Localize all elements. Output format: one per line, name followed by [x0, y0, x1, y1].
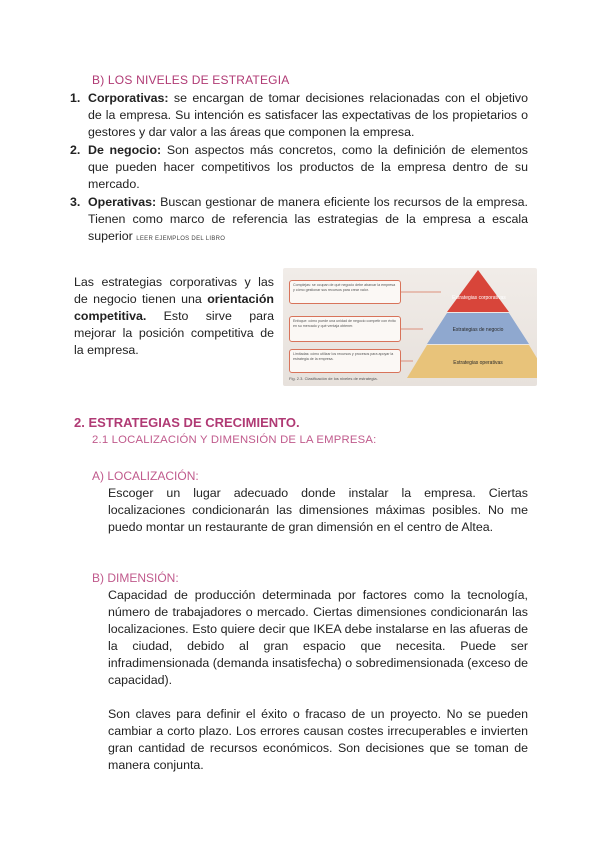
- pyramid-label: Estrategias corporativas: [452, 295, 506, 301]
- orientation-bold: orientación competitiva.: [74, 292, 274, 323]
- term-negocio: De negocio:: [88, 143, 162, 157]
- orientation-paragraph: [74, 274, 274, 359]
- item-text: se encargan de tomar decisiones relacionadas con el objetivo de la empresa. Su intención es satisfacer las expectativas de los propietarios o gestores y dar valor a las áreas que componen la empresa.: [88, 91, 528, 139]
- list-item: [70, 194, 528, 248]
- list-number: 2.: [70, 143, 81, 157]
- item-text: Son aspectos más concretos, como la definición de elementos que pueden hacer competitivos los productos de la empresa dentro de su mercado.: [88, 143, 528, 191]
- handwritten-note: LEER EJEMPLOS DEL LIBRO: [136, 236, 226, 242]
- pyramid-level-top: [447, 270, 509, 312]
- section-b-title: B) LOS NIVELES DE ESTRATEGIA: [92, 73, 290, 87]
- strategy-pyramid-photo: [283, 268, 537, 386]
- orientation-text-after: Esto sirve para mejorar la posición competitiva de la empresa.: [74, 309, 274, 357]
- pyramid-label: Estrategias de negocio: [452, 327, 504, 333]
- pyramid-diagram: [283, 268, 537, 386]
- list-number: 3.: [70, 195, 81, 209]
- orientation-text-before: Las estrategias corporativas y las de negocio tienen una: [74, 275, 274, 306]
- list-number: 1.: [70, 91, 81, 105]
- figure-box: Limitadas: cómo utilizar los recursos y procesos para apoyar la estrategia de la empresa.: [289, 349, 401, 373]
- strategy-levels-list: [70, 90, 528, 249]
- item-text: Buscan gestionar de manera eficiente los recursos de la empresa. Tienen como marco de referencia las estrategias de la empresa a escala superior: [88, 195, 528, 243]
- figure-box: Complejas: se ocupan de qué negocio debe abarcar la empresa y cómo gestionar sus recursos para crear valor.: [289, 280, 401, 304]
- dimension-text: Capacidad de producción determinada por factores como la tecnología, número de trabajadores o mercado. Ciertas dimensiones condicionarán las localizaciones. Esto quiere decir que IKEA debe instalarse en las afueras de la ciudad, debido al gran espacio que necesita. Puede ser infradimensionada (demanda insatisfecha) o sobredimensionada (exceso de capacidad).: [108, 588, 528, 687]
- section-2-title: 2. ESTRATEGIAS DE CRECIMIENTO.: [74, 415, 300, 430]
- dimension-text-2: Son claves para definir el éxito o fracaso de un proyecto. No se pueden cambiar a corto plazo. Los errores causan costes irrecuperables e invierten gran cantidad de recursos económicos. Son decisiones que se toman de manera conjunta.: [108, 707, 528, 772]
- localizacion-title: A) LOCALIZACIÓN:: [92, 469, 199, 483]
- list-item: [70, 90, 528, 141]
- pyramid-label: Estrategias operativas: [453, 360, 503, 366]
- list-item: [70, 142, 528, 193]
- section-2-1-subtitle: 2.1 LOCALIZACIÓN Y DIMENSIÓN DE LA EMPRESA:: [92, 434, 377, 446]
- term-operativas: Operativas:: [88, 195, 157, 209]
- figure-caption: Fig. 2.3. Clasificación de los niveles de estrategia.: [289, 376, 378, 381]
- dimension-title: B) DIMENSIÓN:: [92, 571, 179, 585]
- localizacion-text: Escoger un lugar adecuado donde instalar la empresa. Ciertas localizaciones condicionarán las dimensiones máximas posibles. No me puedo montar un restaurante de gran dimensión en el centro de Altea.: [108, 486, 528, 534]
- figure-box: Enfoque: cómo puede una unidad de negocio competir con éxito en su mercado y qué ventaja obtener.: [289, 316, 401, 342]
- term-corporativas: Corporativas:: [88, 91, 169, 105]
